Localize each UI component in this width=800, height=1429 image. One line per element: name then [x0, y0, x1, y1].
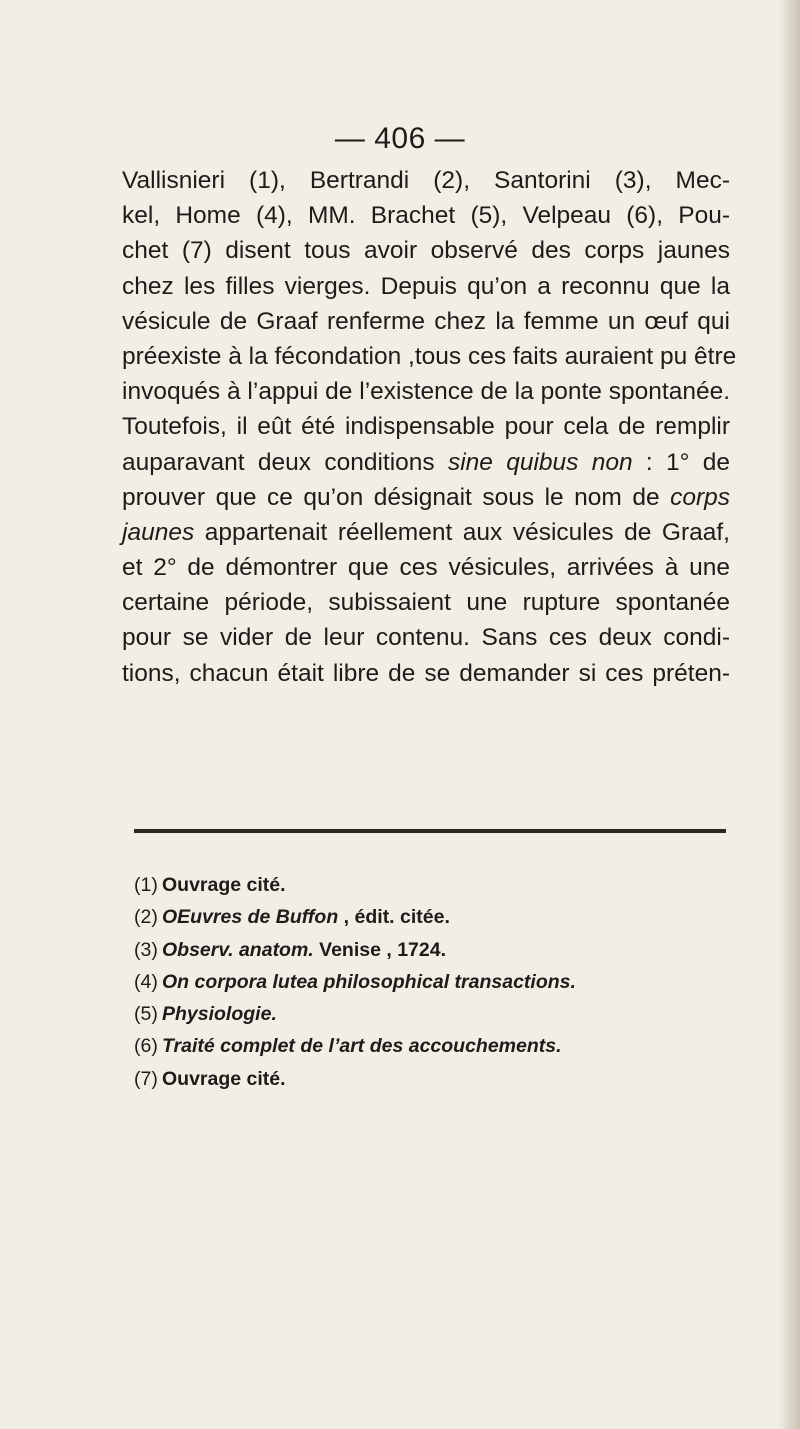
text-line: invoqués à l’appui de l’existence de la ponte spontanée.: [122, 378, 730, 406]
text-line: [122, 445, 730, 480]
footnote-1: [134, 869, 734, 901]
text-line: chet (7) disent tous avoir observé des corps jaunes: [122, 237, 730, 265]
page-number: — 406 —: [334, 122, 466, 155]
footnotes: [134, 869, 734, 1095]
footnote-number: (5): [134, 1003, 158, 1026]
footnote-number: (6): [134, 1035, 158, 1058]
footnote-2: [134, 901, 734, 933]
footnote-number: (4): [134, 970, 158, 993]
text-line: tions, chacun était libre de se demander si ces préten-: [122, 659, 730, 687]
footnote-3: [134, 934, 734, 966]
text-run: prouver que ce qu’on désignait sous le nom de: [122, 483, 671, 511]
footnote-number: (3): [134, 938, 158, 961]
text-line: chez les filles vierges. Depuis qu’on a reconnu que la: [122, 272, 730, 300]
footnote-text: Venise , 1724.: [313, 938, 446, 961]
emphasis-term: corps: [670, 483, 730, 511]
footnote-title: Traité complet de l’art des accouchements.: [162, 1035, 562, 1058]
text-line: Toutefois, il eût été indispensable pour cela de remplir: [122, 413, 730, 441]
text-line: kel, Home (4), MM. Brachet (5), Velpeau (6), Pou-: [122, 202, 730, 230]
footnote-title: Observ. anatom.: [162, 938, 314, 961]
body-text: [122, 163, 737, 691]
footnote-text: Ouvrage cité.: [162, 874, 286, 896]
footnote-number: (2): [134, 906, 158, 929]
text-run: auparavant deux conditions: [122, 448, 448, 476]
footnote-5: [134, 998, 734, 1030]
text-line: vésicule de Graaf renferme chez la femme un œuf qui: [122, 307, 730, 335]
footnote-4: [134, 966, 734, 998]
footnote-6: [134, 1030, 734, 1062]
text-line: [122, 515, 730, 550]
text-line: certaine période, subissaient une rupture spontanée: [122, 589, 730, 617]
text-line: Vallisnieri (1), Bertrandi (2), Santorini (3), Mec-: [122, 167, 730, 194]
footnote-text: Ouvrage cité.: [162, 1067, 286, 1090]
text-run: : 1° de: [632, 448, 731, 476]
text-line: et 2° de démontrer que ces vésicules, arrivées à une: [122, 554, 730, 582]
emphasis-term: jaunes: [122, 518, 195, 546]
text-line: [122, 480, 730, 515]
footnote-title: On corpora lutea philosophical transactions.: [162, 970, 576, 993]
footnote-rule: [134, 829, 726, 833]
text-run: appartenait réellement aux vésicules de Graaf,: [194, 518, 730, 546]
latin-phrase: sine quibus non: [447, 448, 633, 476]
footnote-title: OEuvres de Buffon: [162, 906, 339, 929]
page-edge-shadow: [778, 0, 800, 1429]
footnote-number: (1): [134, 874, 158, 896]
footnote-text: , édit. citée.: [338, 906, 450, 929]
footnote-title: Physiologie.: [162, 1003, 277, 1026]
footnote-7: [134, 1063, 734, 1095]
text-line: pour se vider de leur contenu. Sans ces deux condi-: [122, 624, 730, 652]
text-line: préexiste à la fécondation ,tous ces faits auraient pu être: [122, 342, 737, 370]
footnote-number: (7): [134, 1067, 158, 1090]
